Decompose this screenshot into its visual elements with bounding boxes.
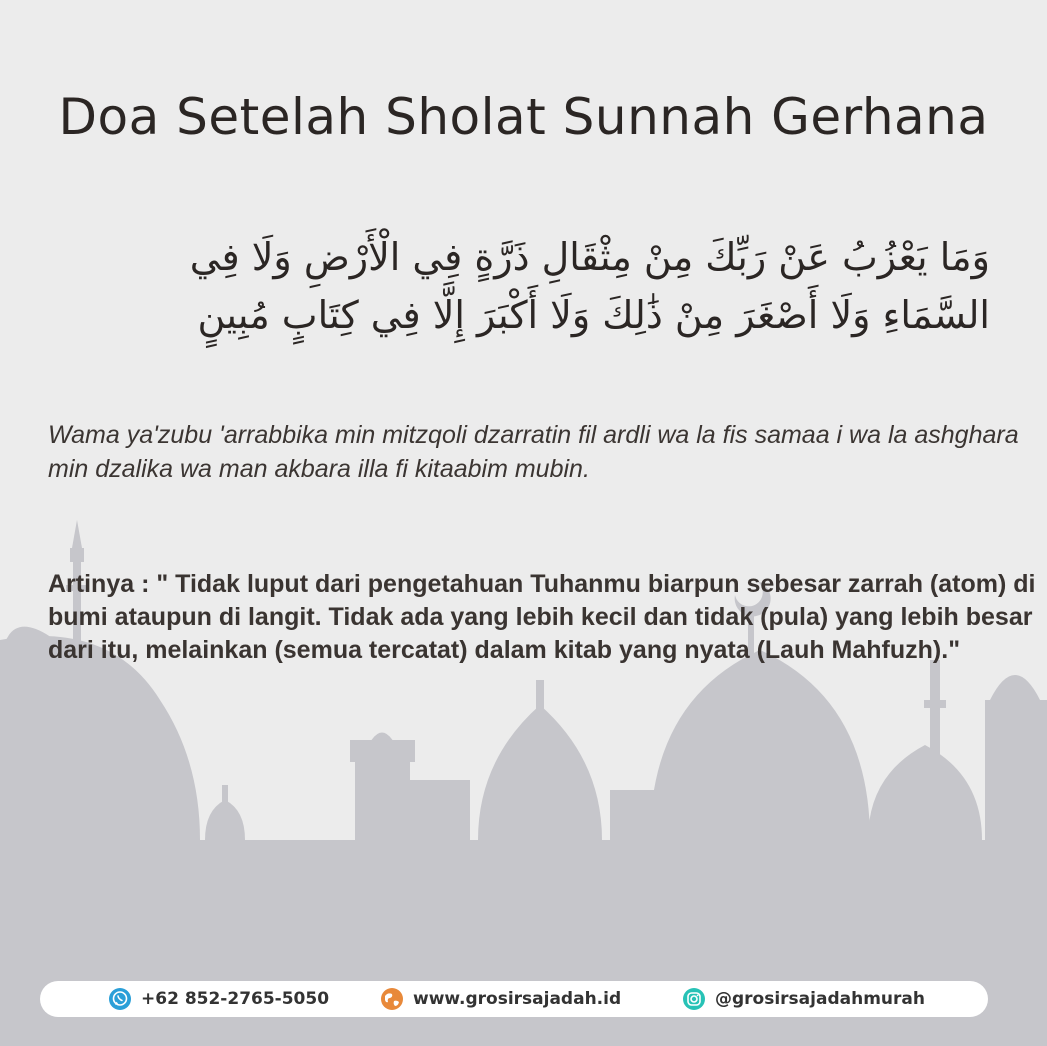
- contact-footer-bar: [40, 981, 988, 1017]
- page-title: Doa Setelah Sholat Sunnah Gerhana: [58, 88, 989, 146]
- phone-contact[interactable]: [108, 981, 329, 1017]
- phone-number: +62 852-2765-5050: [141, 989, 330, 1009]
- transliteration-text: Wama ya'zubu 'arrabbika min mitzqoli dzarratin fil ardli wa la fis samaa i wa la ashghara min dzalika wa man akbara illa fi kitaabim mubin.: [48, 421, 1019, 483]
- arabic-prayer-text: وَمَا يَعْزُبُ عَنْ رَبِّكَ مِنْ مِثْقَالِ ذَرَّةٍ فِي الْأَرْضِ وَلَا فِي السَّمَاءِ وَلَا أَصْغَرَ مِنْ ذَٰلِكَ وَلَا أَكْبَرَ إِلَّا فِي كِتَابٍ مُبِينٍ: [189, 235, 990, 337]
- translation-text: Artinya : " Tidak luput dari pengetahuan Tuhanmu biarpun sebesar zarrah (atom) di bumi ataupun di langit. Tidak ada yang lebih kecil dan tidak (pula) yang lebih besar dari itu, melainkan (semua tercatat) dalam kitab yang nyata (Lauh Mahfuzh).": [48, 570, 1036, 664]
- whatsapp-icon: [108, 987, 132, 1011]
- globe-icon: [380, 987, 404, 1011]
- website-contact[interactable]: [380, 981, 621, 1017]
- instagram-handle: @grosirsajadahmurah: [715, 989, 925, 1009]
- instagram-contact[interactable]: [682, 981, 925, 1017]
- instagram-icon: [682, 987, 706, 1011]
- website-url: www.grosirsajadah.id: [413, 989, 622, 1009]
